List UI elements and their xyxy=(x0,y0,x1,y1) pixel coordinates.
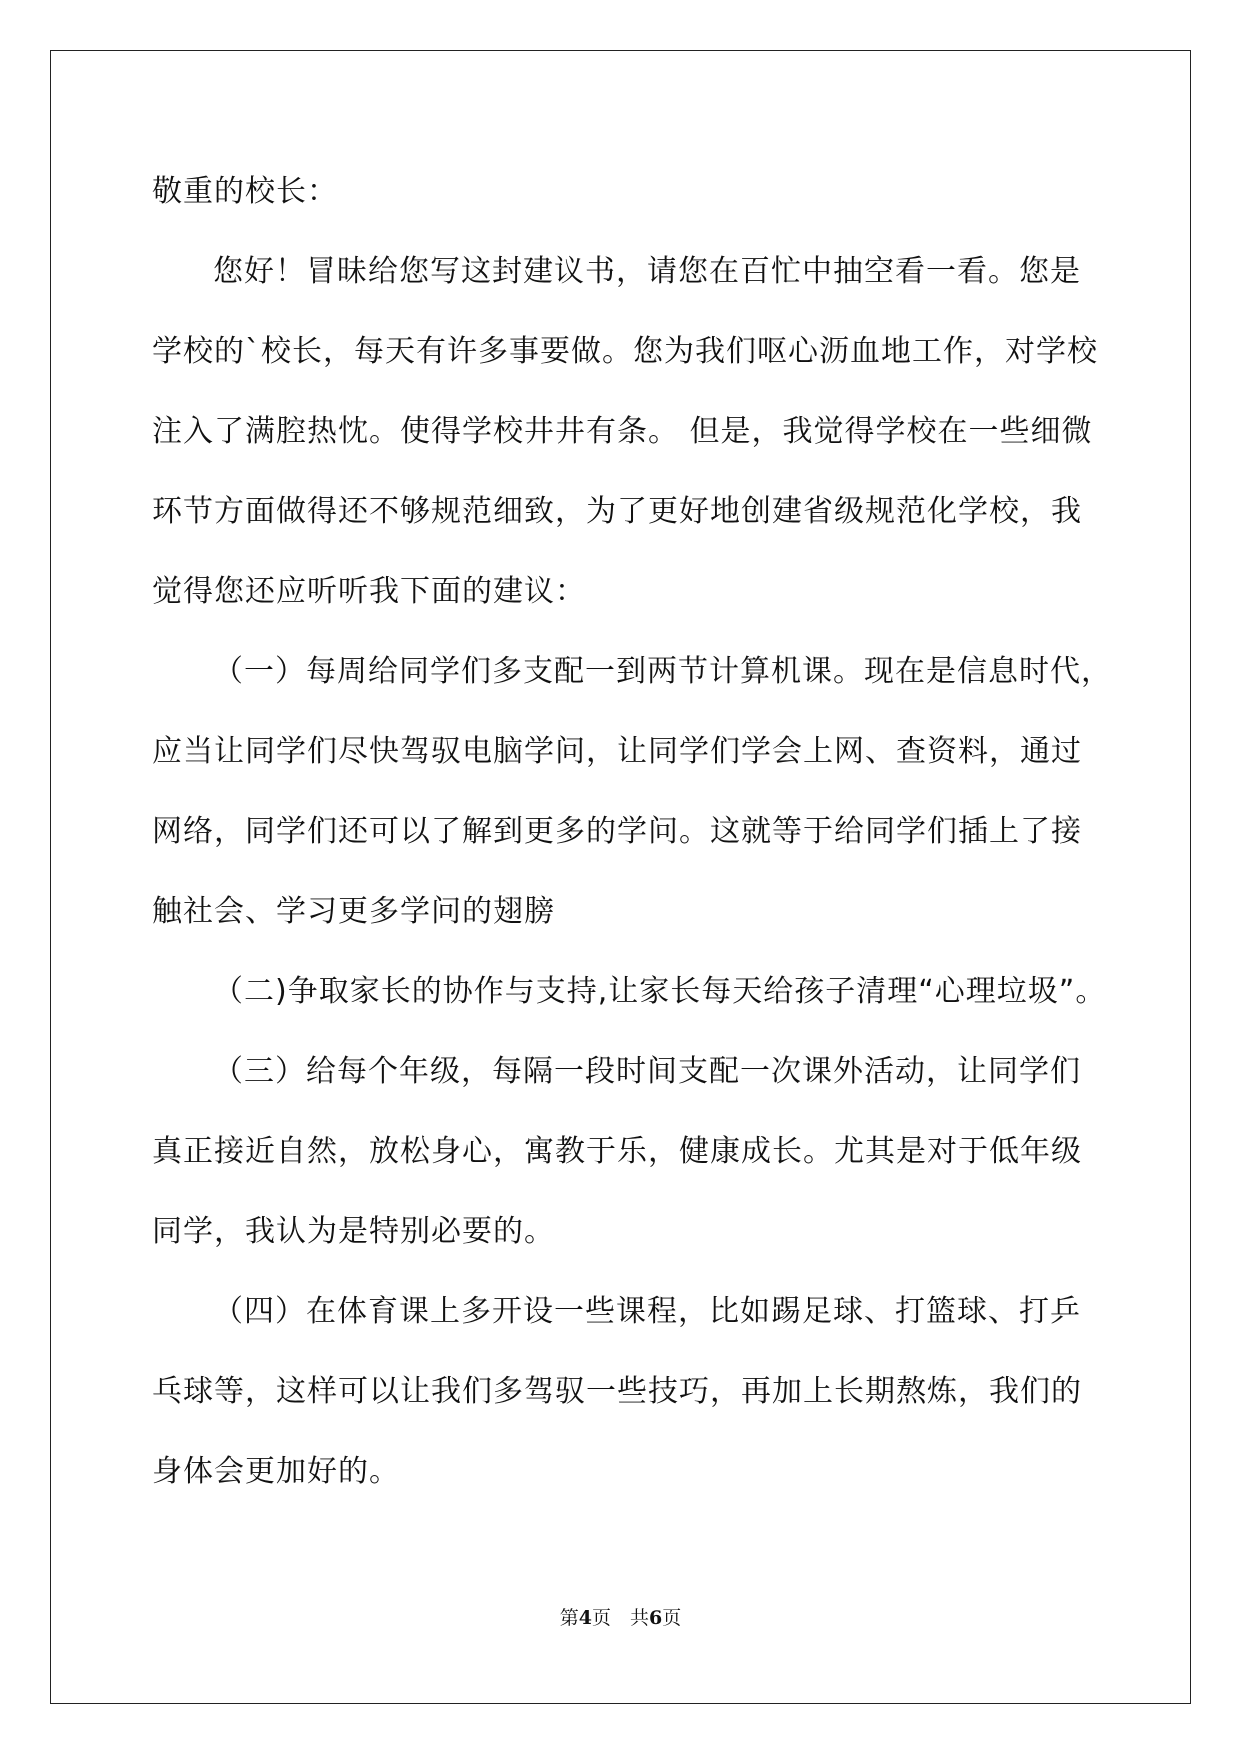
suggestion-1-line: （一）每周给同学们多支配一到两节计算机课。现在是信息时代， xyxy=(213,654,1112,689)
paragraph-line: 您好！冒昧给您写这封建议书，请您在百忙中抽空看一看。您是 xyxy=(213,254,1081,289)
suggestion-1-line: 网络，同学们还可以了解到更多的学问。这就等于给同学们插上了接 xyxy=(152,814,1082,849)
paragraph-line: 觉得您还应听听我下面的建议： xyxy=(152,574,586,609)
paragraph-line: 环节方面做得还不够规范细致，为了更好地创建省级规范化学校，我 xyxy=(152,494,1082,529)
suggestion-3-line: （三）给每个年级，每隔一段时间支配一次课外活动，让同学们 xyxy=(213,1054,1081,1089)
suggestion-4-line: （四）在体育课上多开设一些课程，比如踢足球、打篮球、打乒 xyxy=(213,1294,1081,1329)
salutation-line: 敬重的校长： xyxy=(152,174,338,209)
page-middle-text: 页 共 xyxy=(591,1607,649,1629)
suggestion-3-line: 真正接近自然，放松身心，寓教于乐，健康成长。尤其是对于低年级 xyxy=(152,1134,1082,1169)
suggestion-2-line: （二)争取家长的协作与支持,让家长每天给孩子清理“心理垃圾”。 xyxy=(213,974,1107,1009)
suggestion-1-line: 应当让同学们尽快驾驭电脑学问，让同学们学会上网、查资料，通过 xyxy=(152,734,1082,769)
paragraph-line: 注入了满腔热忱。使得学校井井有条。 但是，我觉得学校在一些细微 xyxy=(152,414,1093,449)
suggestion-4-line: 乓球等，这样可以让我们多驾驭一些技巧，再加上长期熬炼，我们的 xyxy=(152,1374,1082,1409)
suggestion-3-line: 同学，我认为是特别必要的。 xyxy=(152,1214,555,1249)
current-page-number: 4 xyxy=(578,1607,592,1629)
paragraph-line: 学校的`校长，每天有许多事要做。您为我们呕心沥血地工作，对学校 xyxy=(152,334,1098,369)
suggestion-4-line: 身体会更加好的。 xyxy=(152,1454,400,1489)
suggestion-1-line: 触社会、学习更多学问的翅膀 xyxy=(152,894,555,929)
page-prefix: 第 xyxy=(559,1607,579,1629)
total-page-number: 6 xyxy=(649,1607,663,1629)
page-footer xyxy=(0,1605,1241,1631)
page-suffix: 页 xyxy=(662,1607,682,1629)
